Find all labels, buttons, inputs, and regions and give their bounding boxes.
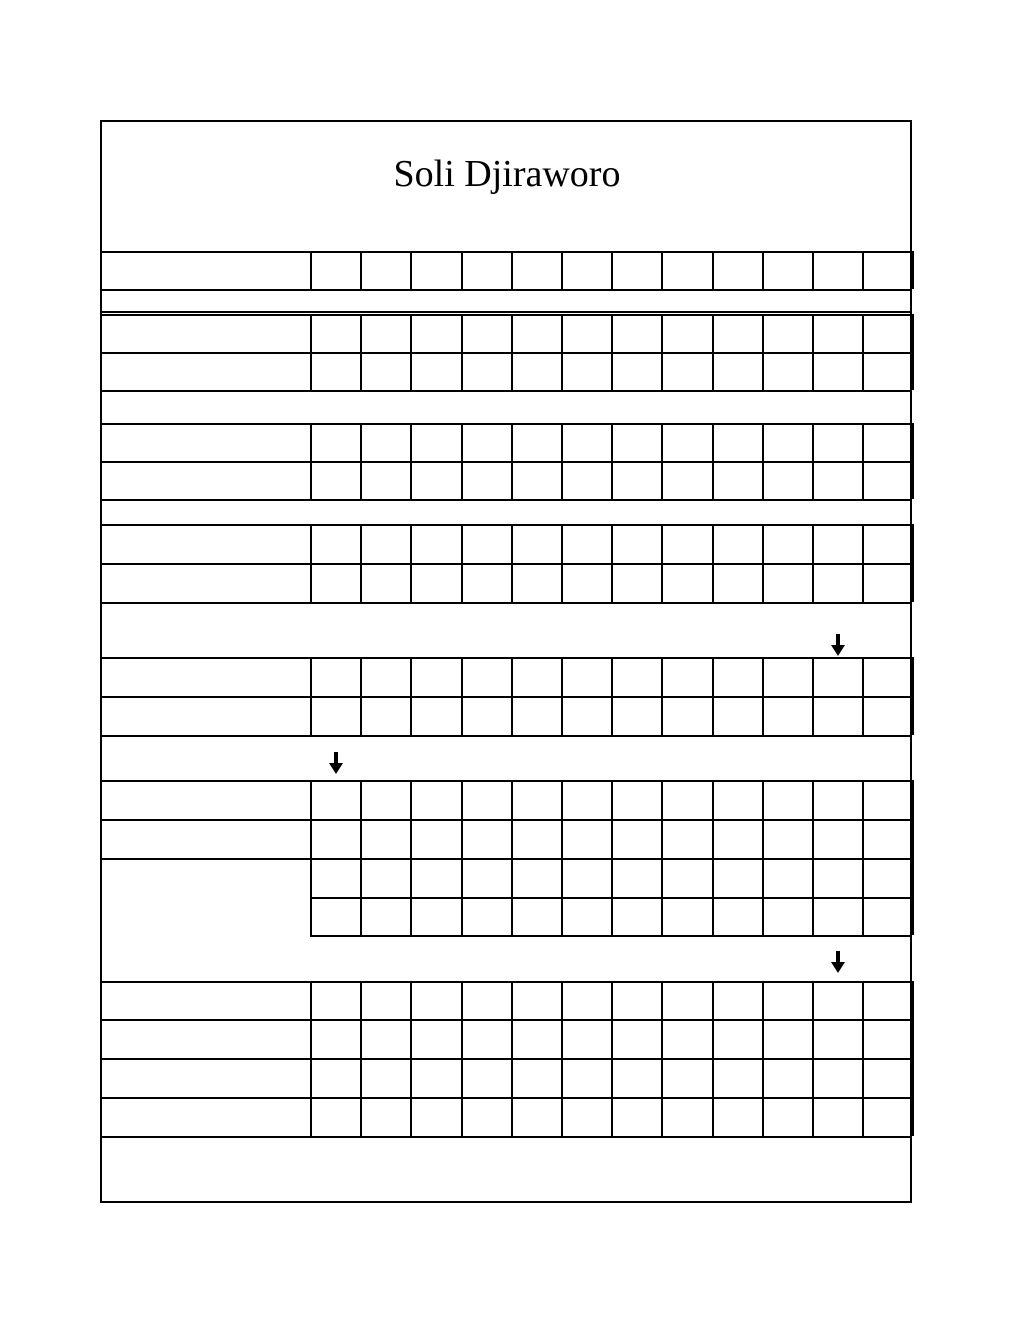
grid-line [511,524,513,602]
stroke-mark [461,524,511,563]
stroke-mark [561,1058,611,1097]
stroke-mark [661,780,711,819]
stroke-mark [611,524,661,563]
accent-star [862,1097,912,1136]
accent-star [661,819,711,858]
accent-star [812,1097,862,1136]
stroke-mark [762,524,812,563]
grid-line [812,314,814,390]
stroke-mark [561,423,611,461]
accent-star [410,1019,460,1058]
grid-line [100,499,912,501]
down-arrow-icon [329,752,343,774]
grid-line [310,981,312,1136]
accent-star [812,696,862,735]
grid-line [100,981,912,983]
grid-line [100,696,912,698]
grid-line [661,524,663,602]
grid-line [100,461,912,463]
stroke-mark [511,314,561,352]
accent-star [360,1019,410,1058]
stroke-mark [310,314,360,352]
grid-line [100,1019,912,1021]
stroke-mark [712,423,762,461]
stroke-mark [410,524,460,563]
beat-header-11 [812,251,862,289]
accent-star [661,897,711,935]
stroke-mark [812,657,862,696]
accent-star [511,897,561,935]
grid-line [712,314,714,390]
grid-line [862,423,864,499]
stroke-mark [360,423,410,461]
grid-line [461,981,463,1136]
accent-star [561,1097,611,1136]
grid-line [100,1136,912,1138]
accent-star [561,1019,611,1058]
stroke-mark [862,1058,912,1097]
grid-line [712,780,714,935]
stroke-mark [511,780,561,819]
accent-star [661,1097,711,1136]
accent-star [511,1019,561,1058]
accent-star [310,897,360,935]
grid-line [461,657,463,735]
beat-header-9 [712,251,762,289]
grid-line [862,524,864,602]
stroke-mark [661,314,711,352]
grid-line [661,423,663,499]
stroke-mark [410,314,460,352]
stroke-mark [712,1058,762,1097]
stroke-mark [812,780,862,819]
accent-star [410,1097,460,1136]
stroke-mark [511,423,561,461]
stroke-mark [661,858,711,897]
grid-line [762,657,764,735]
grid-line [561,524,563,602]
accent-star [611,897,661,935]
down-arrow-icon [831,634,845,656]
stroke-mark [511,352,561,390]
grid-line [100,735,912,737]
grid-line [100,289,912,291]
grid-line [360,657,362,735]
stroke-mark [661,352,711,390]
stroke-mark [310,423,360,461]
grid-line [611,657,613,735]
beat-header-7 [611,251,661,289]
stroke-mark [661,1058,711,1097]
stroke-mark [511,657,561,696]
grid-line [100,602,912,604]
stroke-mark [862,314,912,352]
grid-line [561,780,563,935]
stroke-mark [812,423,862,461]
grid-line [912,423,914,499]
stroke-mark [762,423,812,461]
stroke-mark [310,352,360,390]
grid-line [310,935,912,937]
accent-star [310,696,360,735]
accent-star [410,897,460,935]
accent-star [410,819,460,858]
stroke-mark [410,858,460,897]
beat-header-12 [862,251,912,289]
stroke-mark [611,780,661,819]
accent-star [661,1019,711,1058]
stroke-mark [511,1058,561,1097]
accent-star [712,1097,762,1136]
stroke-mark [862,657,912,696]
grid-line [912,657,914,735]
accent-star [511,1097,561,1136]
beat-header-4 [461,251,511,289]
accent-star [862,897,912,935]
accent-star [511,696,561,735]
stroke-mark [762,314,812,352]
grid-line [912,251,914,289]
accent-star [511,819,561,858]
grid-line [812,524,814,602]
stroke-mark [812,981,862,1019]
page-title: Soli Djiraworo [393,153,621,195]
stroke-mark [762,352,812,390]
grid-line [100,1097,912,1099]
grid-line [611,314,613,390]
beat-header-5 [511,251,561,289]
stroke-mark [712,524,762,563]
accent-star [310,819,360,858]
accent-star [812,819,862,858]
stroke-mark [812,1058,862,1097]
grid-line [461,423,463,499]
stroke-mark [611,423,661,461]
grid-line [461,314,463,390]
grid-line [100,780,912,782]
grid-line [461,780,463,935]
accent-star [661,696,711,735]
stroke-mark [410,1058,460,1097]
beat-header-10 [762,251,812,289]
grid-line [100,390,912,392]
stroke-mark [862,981,912,1019]
beat-header-3 [410,251,460,289]
stroke-mark [410,780,460,819]
down-arrow-icon [831,951,845,973]
stroke-mark [561,314,611,352]
grid-line [611,981,613,1136]
grid-line [100,311,912,313]
stroke-mark [360,1058,410,1097]
grid-line [762,981,764,1136]
grid-line [360,314,362,390]
stroke-mark [410,423,460,461]
stroke-mark [310,524,360,563]
grid-line [912,780,914,935]
beat-header-2 [360,251,410,289]
beat-header-8 [661,251,711,289]
stroke-mark [410,352,460,390]
stroke-mark [310,780,360,819]
accent-star [410,696,460,735]
grid-line [912,314,914,390]
accent-star [611,819,661,858]
grid-line [912,524,914,602]
accent-star [712,1019,762,1058]
beat-header-6 [561,251,611,289]
stroke-mark [561,657,611,696]
accent-star [712,696,762,735]
accent-star [360,1097,410,1136]
grid-line [100,563,912,565]
accent-star [862,1019,912,1058]
grid-line [100,657,912,659]
beat-header-1 [310,251,360,289]
grid-line [100,1058,912,1060]
grid-line [100,858,912,860]
stroke-mark [561,352,611,390]
grid-line [360,524,362,602]
accent-star [762,897,812,935]
stroke-mark [511,858,561,897]
grid-line [912,981,914,1136]
accent-star [762,819,812,858]
grid-line [360,780,362,935]
